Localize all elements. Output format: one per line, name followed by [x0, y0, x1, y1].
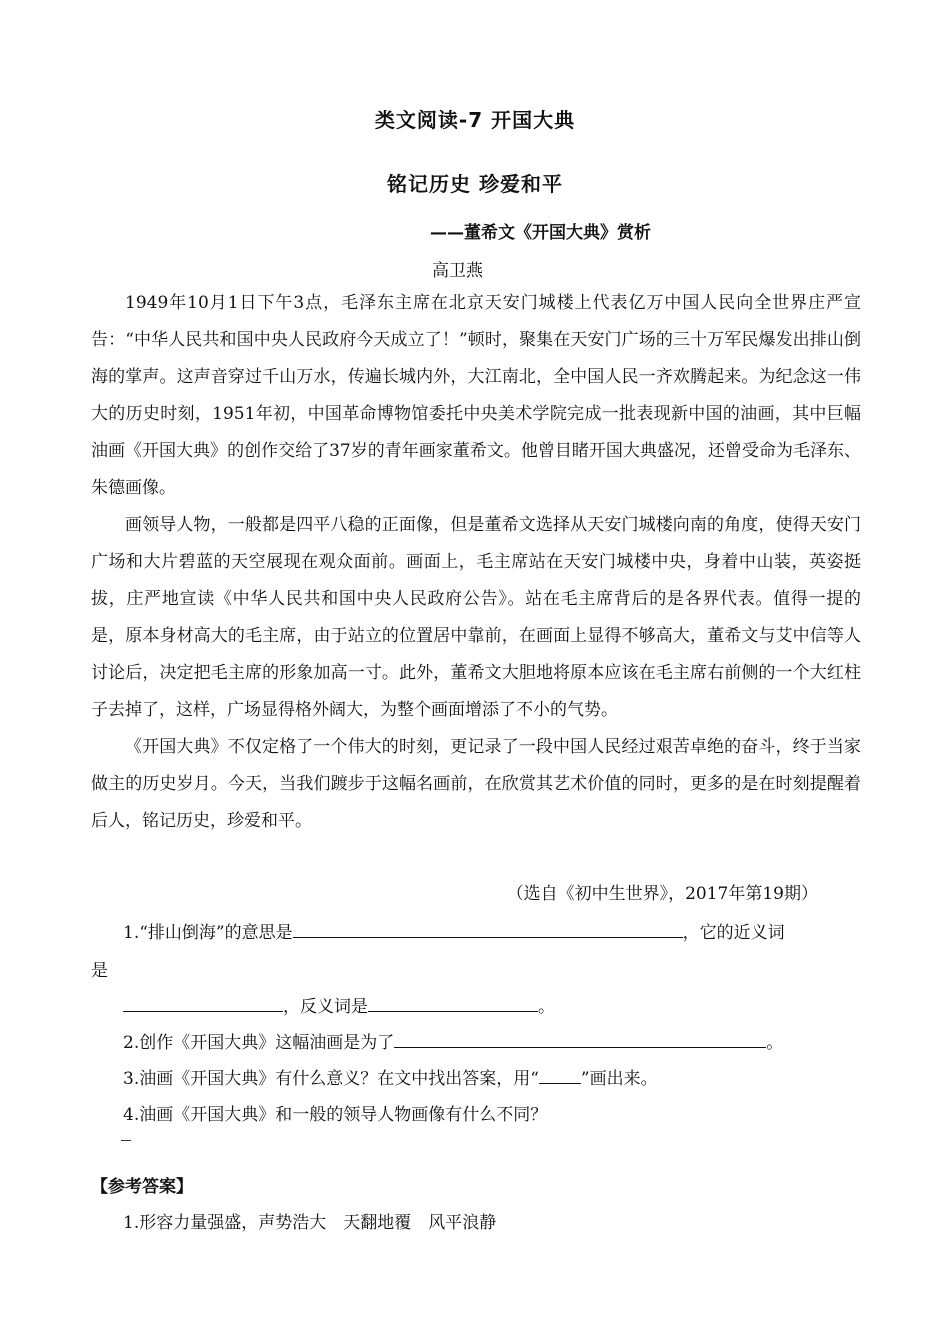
question-1-synonym-text: ，它的近义词 [682, 923, 785, 943]
question-4: 4.油画《开国大典》和一般的领导人物画像有什么不同？ [123, 1105, 548, 1125]
answer-blank-antonym[interactable] [368, 993, 538, 1012]
question-1-line-3 [123, 992, 555, 1017]
question-2-text: 2.创作《开国大典》这幅油画是为了 [123, 1033, 395, 1053]
question-1-continuation: 是 [91, 961, 108, 981]
answer-blank-meaning[interactable] [293, 919, 683, 938]
question-1-line-2 [91, 956, 108, 981]
answers-heading: 【参考答案】 [91, 1177, 193, 1197]
article-body [91, 285, 861, 840]
page-title: 类文阅读-7 开国大典 [374, 108, 576, 132]
article-source: （选自《初中生世界》，2017年第19期） [506, 884, 818, 904]
answer-blank-purpose[interactable] [394, 1029, 766, 1048]
answer-1: 1.形容力量强盛，声势浩大 天翻地覆 风平浪静 [123, 1213, 497, 1233]
answer-blank-synonym[interactable] [123, 993, 283, 1012]
article-author: 高卫燕 [432, 261, 483, 281]
question-2-end: 。 [766, 1033, 784, 1053]
question-3 [123, 1064, 658, 1089]
article-title: 铭记历史 珍爱和平 [387, 172, 563, 196]
question-2 [123, 1028, 783, 1053]
paragraph-1: 1949年10月1日下午3点，毛泽东主席在北京天安门城楼上代表亿万中国人民向全世界庄严宣告：“中华人民共和国中央人民政府今天成立了！”顿时，聚集在天安门广场的三十万军民爆发出排山倒海的掌声。这声音穿过千山万水，传遍长城内外，大江南北，全中国人民一齐欢腾起来。为纪念这一伟大的历史时刻，1951年初，中国革命博物馆委托中央美术学院完成一批表现新中国的油画，其中巨幅油画《开国大典》的创作交给了37岁的青年画家董希文。他曾目睹开国大典盛况，还曾受命为毛泽东、朱德画像。 [91, 293, 861, 498]
answer-line-short [121, 1140, 131, 1141]
question-3-end: ”画出来。 [580, 1069, 658, 1089]
paragraph-2: 画领导人物，一般都是四平八稳的正面像，但是董希文选择从天安门城楼向南的角度，使得天安门广场和大片碧蓝的天空展现在观众面前。画面上，毛主席站在天安门城楼中央，身着中山装，英姿挺拔，庄严地宣读《中华人民共和国中央人民政府公告》。站在毛主席背后的是各界代表。值得一提的是，原本身材高大的毛主席，由于站立的位置居中靠前，在画面上显得不够高大，董希文与艾中信等人讨论后，决定把毛主席的形象加高一寸。此外，董希文大胆地将原本应该在毛主席右前侧的一个大红柱子去掉了，这样，广场显得格外阔大，为整个画面增添了不小的气势。 [91, 515, 861, 720]
paragraph-3: 《开国大典》不仅定格了一个伟大的时刻，更记录了一段中国人民经过艰苦卓绝的奋斗，终于当家做主的历史岁月。今天，当我们踱步于这幅名画前，在欣赏其艺术价值的同时，更多的是在时刻提醒着后人，铭记历史，珍爱和平。 [91, 737, 861, 831]
question-3-text: 3.油画《开国大典》有什么意义？在文中找出答案，用“ [123, 1069, 539, 1089]
underline-marker [539, 1065, 581, 1084]
question-1-text: 1.“排山倒海”的意思是 [123, 923, 293, 943]
question-1-end: 。 [538, 997, 555, 1017]
article-subtitle: ——董希文《开国大典》赏析 [430, 223, 651, 243]
question-1-line-1 [123, 918, 785, 943]
question-1-antonym-text: ，反义词是 [283, 997, 368, 1017]
